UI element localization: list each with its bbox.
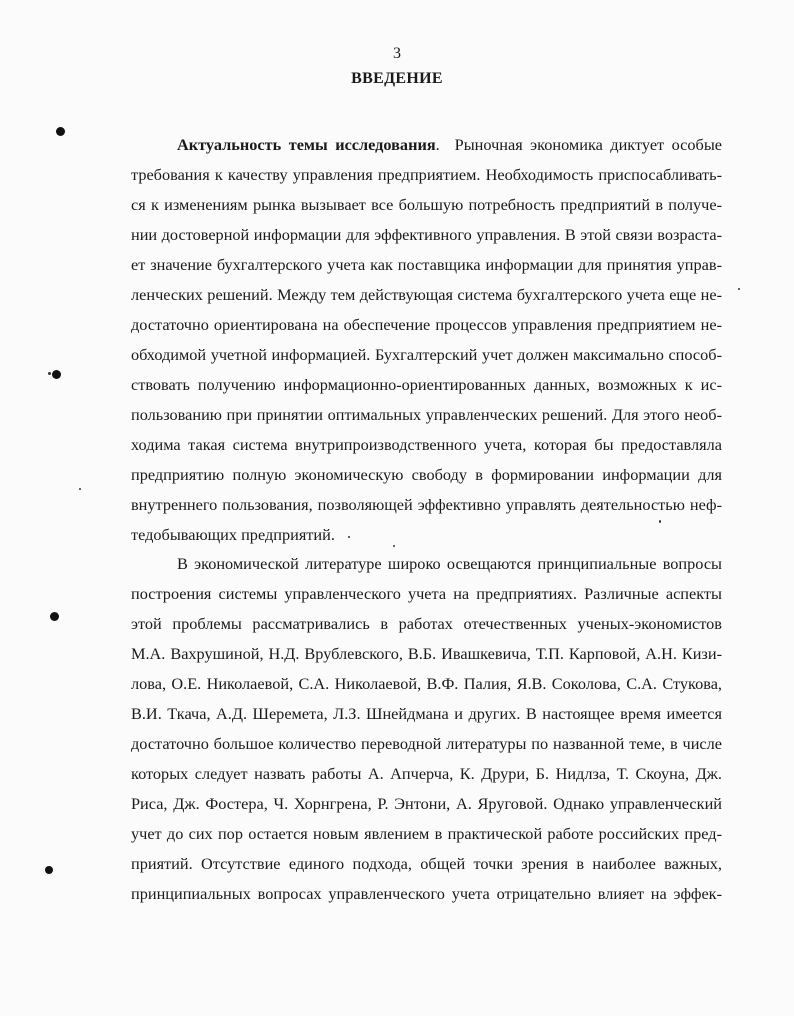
paragraph-line: требования к качеству управления предприятием. Необходимость приспосабливать- — [131, 165, 722, 184]
paragraph-line: ет значение бухгалтерского учета как поставщика информации для принятия управ- — [131, 255, 722, 274]
paragraph-line: этой проблемы рассматривались в работах отечественных ученых-экономистов — [131, 614, 722, 633]
binder-hole-mark — [45, 866, 53, 874]
section-lead-heading: Актуальность темы исследования — [177, 135, 436, 154]
paragraph-line: тедобывающих предприятий. — [131, 525, 335, 544]
paragraph-line: учет до сих пор остается новым явлением в практической работе российских пред- — [131, 824, 722, 843]
page-number: 3 — [393, 45, 401, 62]
paragraph-line: нии достоверной информации для эффективного управления. В этой связи возраста- — [131, 225, 722, 244]
paragraph-line: лова, О.Е. Николаевой, С.А. Николаевой, В.Ф. Палия, Я.В. Соколова, С.А. Стукова, — [131, 674, 722, 693]
paragraph-line: достаточно ориентирована на обеспечение процессов управления предприятием не- — [131, 315, 722, 334]
paragraph-line: приятий. Отсутствие единого подхода, общей точки зрения в наиболее важных, — [131, 854, 722, 873]
paragraph-relevance — [131, 130, 722, 550]
binder-hole-mark — [52, 370, 61, 379]
scan-speck — [48, 372, 51, 375]
scan-speck — [738, 288, 740, 290]
paragraph-line: предприятию полную экономическую свободу в формировании информации для — [131, 465, 722, 484]
lead-line-text: Рыночная экономика диктует особые — [454, 135, 722, 154]
paragraph-line: внутреннего пользования, позволяющей эффективно управлять деятельностью неф- — [131, 495, 722, 514]
paragraph-literature — [131, 549, 722, 909]
paragraph-line: пользованию при принятии оптимальных управленческих решений. Для этого необ- — [131, 405, 722, 424]
binder-hole-mark — [50, 612, 59, 621]
paragraph-line — [131, 130, 722, 160]
paragraph-line: В экономической литературе широко освещаются принципиальные вопросы — [177, 554, 722, 573]
paragraph-line: ся к изменениям рынка вызывает все большую потребность предприятий в получе- — [131, 195, 722, 214]
paragraph-line: Риса, Дж. Фостера, Ч. Хорнгрена, Р. Энтони, А. Яруговой. Однако управленческий — [131, 794, 722, 813]
page-title: ВВЕДЕНИЕ — [351, 70, 443, 87]
binder-hole-mark — [56, 127, 65, 136]
lead-period: . — [435, 135, 440, 154]
paragraph-line: В.И. Ткача, А.Д. Шеремета, Л.З. Шнейдмана и других. В настоящее время имеется — [131, 704, 722, 723]
paragraph-line: ходима такая система внутрипроизводственного учета, которая бы предоставляла — [131, 435, 722, 454]
scan-speck — [79, 488, 81, 490]
paragraph-line: обходимой учетной информацией. Бухгалтерский учет должен максимально способ- — [131, 345, 722, 364]
paragraph-line: которых следует назвать работы А. Апчерча, К. Друри, Б. Нидлза, Т. Скоуна, Дж. — [131, 764, 722, 783]
paragraph-line: М.А. Вахрушиной, Н.Д. Врублевского, В.Б. Ивашкевича, Т.П. Карповой, А.Н. Кизи- — [131, 644, 722, 663]
paragraph-line: ленческих решений. Между тем действующая система бухгалтерского учета еще не- — [131, 285, 722, 304]
paragraph-line: ствовать получению информационно-ориентированных данных, возможных к ис- — [131, 375, 722, 394]
paragraph-line: достаточно большое количество переводной литературы по названной теме, в числе — [131, 734, 722, 753]
paragraph-line: принципиальных вопросах управленческого учета отрицательно влияет на эффек- — [131, 884, 722, 903]
paragraph-line: построения системы управленческого учета на предприятиях. Различные аспекты — [131, 584, 722, 603]
